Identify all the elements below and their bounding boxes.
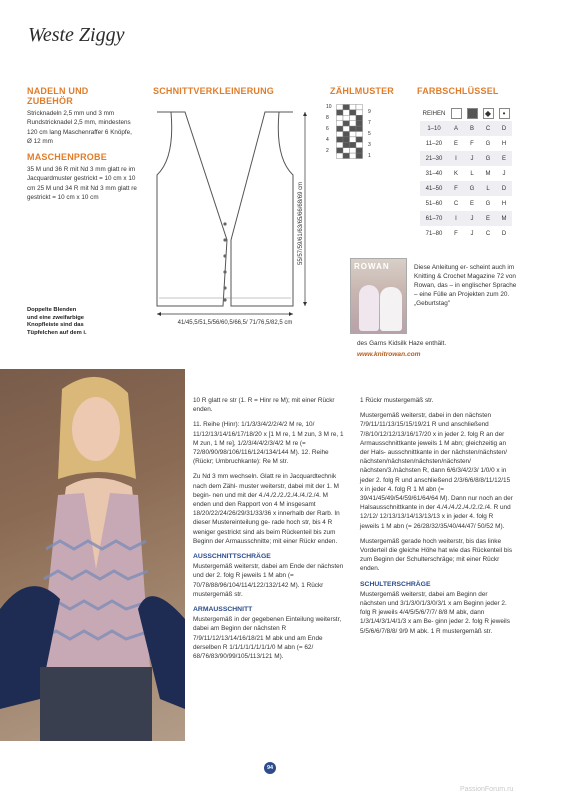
col1-heading-1: AUSSCHNITTSCHRÄGE — [193, 553, 271, 561]
chart-cell — [343, 137, 350, 142]
chart-cell — [343, 142, 350, 147]
key-cell: A — [448, 121, 464, 136]
key-cell: K — [453, 170, 458, 177]
key-cell: G — [485, 140, 491, 147]
col1-p4: Mustergemäß weiterstr, dabei am Ende der nächsten und der 2. folg R jeweils 1 M abn (= 70/78/88/96/104/114/122/132/142 M). 1 Rückr mustergemäß str. — [193, 563, 344, 598]
key-cell: C — [485, 230, 491, 237]
chart-row-number: 6 — [326, 126, 329, 132]
key-cell: F — [454, 230, 458, 237]
key-row-range: 51–60 — [425, 200, 443, 207]
chart-cell — [356, 132, 363, 137]
key-row — [420, 166, 512, 181]
chart-row-number: 4 — [326, 137, 329, 143]
col2-p4: Mustergemäß weiterstr, dabei am Beginn der nächsten und 3/1/3/0/1/3/0/3/1 x am Beginn jeder 2. folg R jeweils 4/4/5/5/6/7/7/ 8/8 M abk, dann 1/3/1/4/3/1/4/1/3 x am Be- ginn jeder 2. folg R jeweils 5/5/6/6/7/8/8/ 9/9 M abk. 1 R mustergemäß str. — [360, 590, 510, 635]
model-photo — [0, 369, 185, 741]
magazine-text-tail: des Garns Kidsilk Haze enthält. — [357, 340, 447, 347]
chart-cell — [356, 126, 363, 131]
filled-icon — [467, 108, 478, 119]
chart-cell — [350, 126, 357, 131]
key-cell: J — [470, 230, 474, 237]
chart-cell — [356, 105, 363, 110]
page-title: Weste Ziggy — [28, 24, 125, 46]
key-row — [420, 121, 512, 136]
chart-cell — [337, 132, 344, 137]
key-cell: E — [480, 211, 496, 226]
key-cell: D — [501, 230, 507, 237]
chart-cell — [356, 137, 363, 142]
chart-cell — [343, 153, 350, 158]
dot-icon: • — [499, 108, 510, 119]
width-dimension: 41/45,5/51,5/56/60,5/66,5/ 71/76,5/82,5 cm — [177, 320, 293, 326]
key-row-range: 71–80 — [425, 230, 443, 237]
chart-cell — [350, 153, 357, 158]
key-row-range: 41–50 — [420, 181, 448, 196]
chart-cell — [356, 121, 363, 126]
key-row-range: 31–40 — [425, 170, 443, 177]
key-cell: D — [496, 121, 512, 136]
chart-cell — [337, 105, 344, 110]
materials-column — [27, 86, 137, 206]
key-cell: F — [448, 181, 464, 196]
chart-cell — [356, 148, 363, 153]
chart-cell — [350, 110, 357, 115]
chart-cell — [337, 153, 344, 158]
key-cell: G — [464, 181, 480, 196]
key-cell: D — [496, 181, 512, 196]
key-cell: H — [501, 200, 507, 207]
color-key-heading: FARBSCHLÜSSEL — [417, 86, 499, 96]
col1-heading-2: ARMAUSSCHNITT — [193, 606, 253, 614]
key-cell: L — [470, 170, 474, 177]
chart-cell — [337, 115, 344, 120]
col2-heading-1: SCHULTERSCHRÄGE — [360, 580, 431, 588]
chart-cell — [343, 132, 350, 137]
key-cell: E — [496, 151, 512, 166]
chart-cell — [337, 121, 344, 126]
chart-cell — [350, 121, 357, 126]
height-dimension: 55/57/59/61/63/65/66/68/69 cm — [298, 181, 304, 265]
magazine-cover — [350, 258, 407, 334]
col1-p5: Mustergemäß in der gegebenen Einteilung weiterstr, dabei am Beginn der nächsten R 7/9/11/12/13/14/16/18/21 M abk und am Ende derselben R 1/1/1/1/1/1/1/1/0 M abn (= 62/ 68/76/83/90/99/105/113/121 M). — [193, 616, 342, 661]
key-row-range: 1–10 — [420, 121, 448, 136]
diamond-icon: ◆ — [483, 108, 494, 119]
watermark: PassionForum.ru — [460, 786, 514, 793]
chart-cell — [343, 115, 350, 120]
key-cell: J — [464, 151, 480, 166]
chart-cell — [337, 142, 344, 147]
chart-row-number: 3 — [368, 142, 371, 148]
key-cell: H — [501, 140, 507, 147]
chart-cell — [343, 126, 350, 131]
chart-row-number: 1 — [368, 153, 371, 159]
key-cell: E — [453, 140, 458, 147]
key-cell: I — [448, 211, 464, 226]
chart-cell — [356, 153, 363, 158]
key-row-range: 11–20 — [425, 140, 443, 147]
key-cell: M — [485, 170, 491, 177]
key-cell: E — [469, 200, 474, 207]
feature-note: Doppelte Blenden und eine zweifarbige Knopfleiste sind das Tüpfelchen auf dem i. — [27, 307, 87, 336]
chart-cell — [343, 110, 350, 115]
magazine-logo: ROWAN — [354, 262, 390, 271]
chart-cell — [337, 110, 344, 115]
chart-heading: ZÄHLMUSTER — [330, 86, 394, 96]
key-cell: J — [502, 170, 506, 177]
chart-cell — [350, 115, 357, 120]
gauge-text: 35 M und 36 R mit Nd 3 mm glatt re im Jacquardmuster gestrickt = 10 cm x 10 cm 25 M und 34 R mit Nd 3 mm glatt re gestrickt = 10 cm x 10 cm — [27, 166, 137, 202]
chart-cell — [350, 105, 357, 110]
chart-cell — [350, 137, 357, 142]
blank-icon — [451, 108, 462, 119]
needles-text: Stricknadeln 2,5 mm und 3 mm Rundstricknadel 2,5 mm, mindestens 120 cm lang Maschenraffer 6 Knöpfe, Ø 12 mm — [27, 110, 132, 145]
col1-p3: Zu Nd 3 mm wechseln. Glatt re in Jacquardtechnik nach dem Zähl- muster weiterstr, dabei mit der 1. M begin- nen und mit der 4./4./2./2./2./4./4./2./4. M enden und den Rapport von 4 M insgesamt 18/20/22/24/26/29/31/33/36 x innerhalb der Rarb. In dieser Mustereinteilung ge- rade hoch str, bis 4 R weniger gestrickt sind als beim Rückenteil bis zum Beginn der Armausschnitte; mit einer Rückr enden. — [193, 473, 340, 545]
color-key-table — [420, 106, 512, 241]
key-cell: G — [485, 200, 491, 207]
key-row-range: 61–70 — [420, 211, 448, 226]
key-cell: C — [480, 121, 496, 136]
chart-cell — [350, 132, 357, 137]
col1-p2: 11. Reihe (Hinr): 1/1/3/3/4/2/2/4/2 M re, 10/ 11/12/13/14/16/17/18/20 x [1 M re, 1 M zun, 3 M re, 1 M zun, 1 M re], 1/2/3/4/4/2/3/4/2 M re (= 72/80/90/98/106/116/124/134/144 M). 12. Reihe (Rückr; Umbruchkante): Re M str. — [193, 421, 344, 466]
chart-row-number: 5 — [368, 131, 371, 137]
key-cell: F — [470, 140, 474, 147]
chart-cell — [337, 137, 344, 142]
gauge-heading: MASCHENPROBE — [27, 152, 107, 163]
chart-cell — [356, 115, 363, 120]
key-row — [420, 211, 512, 226]
needles-heading: NADELN UND ZUBEHÖR — [27, 86, 89, 106]
chart-cell — [356, 110, 363, 115]
chart-cell — [356, 142, 363, 147]
col2-p2: Mustergemäß weiterstr, dabei in den nächsten 7/9/11/11/13/15/15/19/21 R und anschließend 7/8/10/12/12/13/16/17/20 x in jeder 2. folg R an der Armausschnittkante jeweils 1 M abn; gleichzeitig an der Hals- ausschnittkante in der nächsten/nächsten/ nächsten/nächsten/nächsten/nächsten/ nächsten/3./nächsten R, dann 6/6/3/4/2/3/ 1/0/0 x in jeder 2. folg R und anschließend 2/3/6/6/8/8/11/12/15 x in jeder 4. folg R 1 M abn (= 39/41/45/49/54/59/61/64/64 M). Dann nur noch an der Halsausschnittkante in der 4./4./4./2./4./2./2./4. R und 12/12/ 12/13/13/14/13/13/13 x in jeder 4. folg R jeweils 1 M abn (= 26/28/32/35/40/44/47/ 50/52 M). — [360, 412, 513, 530]
chart-row-number: 9 — [368, 109, 371, 115]
col1-p1: 10 R glatt re str (1. R = Hinr re M); mit einer Rückr enden. — [193, 397, 335, 414]
key-col-header: REIHEN — [422, 110, 446, 117]
schematic-heading: SCHNITTVERKLEINERUNG — [153, 86, 275, 96]
magazine-link[interactable]: www.knitrowan.com — [357, 351, 421, 358]
key-row — [420, 196, 512, 211]
key-cell: J — [464, 211, 480, 226]
key-row-range: 21–30 — [420, 151, 448, 166]
key-cell: G — [480, 151, 496, 166]
page-number: 94 — [264, 762, 276, 774]
key-row — [420, 151, 512, 166]
chart-cell — [337, 148, 344, 153]
chart-row-number: 7 — [368, 120, 371, 126]
chart-cell — [350, 148, 357, 153]
key-row — [420, 226, 512, 241]
key-cell: M — [496, 211, 512, 226]
chart-row-number: 10 — [326, 104, 332, 110]
key-cell: C — [453, 200, 459, 207]
magazine-text: Diese Anleitung er- scheint auch im Knitting & Crochet Magazine 72 von Rowan, das – in englischer Sprache – eine Fülle an Projekten zum 20. „Geburtstag" — [414, 264, 517, 307]
chart-row-number: 8 — [326, 115, 329, 121]
key-cell: I — [448, 151, 464, 166]
chart-cell — [337, 126, 344, 131]
key-row — [420, 136, 512, 151]
key-row — [420, 181, 512, 196]
chart-cell — [343, 148, 350, 153]
chart-cell — [350, 142, 357, 147]
chart-grid — [336, 104, 364, 159]
key-cell: B — [464, 121, 480, 136]
key-cell: L — [480, 181, 496, 196]
col2-p1: 1 Rückr mustergemäß str. — [360, 397, 434, 404]
instructions-column-1 — [193, 396, 346, 667]
chart-row-number: 2 — [326, 148, 329, 154]
instructions-column-2 — [360, 396, 513, 642]
col2-p3: Mustergemäß gerade hoch weiterstr, bis das linke Vorderteil die gleiche Höhe hat wie das Rückenteil bis zum Beginn der Schulterschräge; mit einer Rückr enden. — [360, 537, 513, 573]
chart-cell — [343, 105, 350, 110]
chart-cell — [343, 121, 350, 126]
